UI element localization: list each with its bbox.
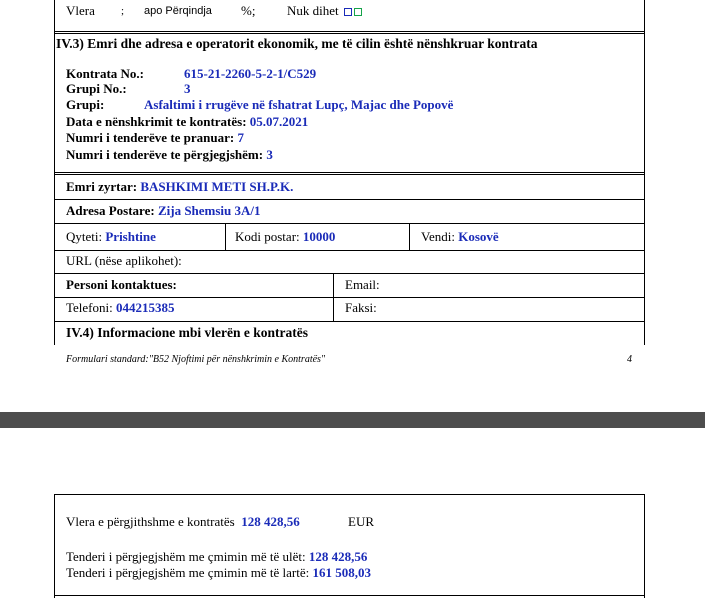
semicolon: ; xyxy=(121,5,125,17)
phone-row xyxy=(66,300,175,315)
postal-address-row xyxy=(66,203,261,218)
group-label: Grupi: xyxy=(66,97,105,112)
email-label: Email: xyxy=(345,277,380,292)
divider xyxy=(54,297,645,298)
country-row xyxy=(421,229,499,244)
total-value-row xyxy=(66,514,300,529)
divider xyxy=(54,223,645,224)
city-label: Qyteti: xyxy=(66,229,103,244)
official-name-value: BASHKIMI METI SH.P.K. xyxy=(140,179,294,194)
checkbox-icon[interactable] xyxy=(344,8,352,16)
divider xyxy=(54,33,645,34)
group-value: Asfaltimi i rrugëve në fshatrat Lupç, Majac dhe Popovë xyxy=(144,97,454,112)
lowest-price-label: Tenderi i përgjegjshëm me çmimin më të ulët: xyxy=(66,549,306,564)
country-value: Kosovë xyxy=(458,229,499,244)
section-iv4-heading: IV.4) Informacione mbi vlerën e kontratës xyxy=(66,325,308,340)
footer-form-name: Formulari standard:"B52 Njoftimi për nënshkrimin e Kontratës" xyxy=(66,354,326,365)
fax-label: Faksi: xyxy=(345,300,377,315)
tenders-received-label: Numri i tenderëve te pranuar: xyxy=(66,130,235,145)
lowest-price-value: 128 428,56 xyxy=(308,549,368,564)
total-value: 128 428,56 xyxy=(241,514,300,529)
page-separator xyxy=(0,412,705,428)
divider xyxy=(54,321,645,322)
divider xyxy=(54,199,645,200)
apo-percentage-label: apo Përqindja xyxy=(144,5,212,17)
contract-no-value: 615-21-2260-5-2-1/C529 xyxy=(184,66,317,81)
group-no-label: Grupi No.: xyxy=(66,81,127,96)
highest-price-row xyxy=(66,565,371,580)
tenders-responsive-row xyxy=(66,147,273,162)
postal-code-label: Kodi postar: xyxy=(235,229,300,244)
sign-date-row xyxy=(66,114,308,129)
tenders-received-value: 7 xyxy=(237,130,244,145)
total-value-label: Vlera e përgjithshme e kontratës xyxy=(66,514,235,529)
divider xyxy=(54,31,645,32)
tenders-responsive-label: Numri i tenderëve te përgjegjshëm: xyxy=(66,147,264,162)
percent-label: %; xyxy=(241,3,256,18)
divider xyxy=(54,273,645,274)
phone-label: Telefoni: xyxy=(66,300,113,315)
highest-price-value: 161 508,03 xyxy=(312,565,371,580)
contract-no-label: Kontrata No.: xyxy=(66,66,144,81)
frame-left-border xyxy=(54,494,55,598)
tenders-responsive-value: 3 xyxy=(266,147,273,162)
sign-date-value: 05.07.2021 xyxy=(249,114,309,129)
checkbox-icon[interactable] xyxy=(354,8,362,16)
city-value: Prishtine xyxy=(105,229,156,244)
cell-divider xyxy=(409,223,410,250)
official-name-row xyxy=(66,179,293,194)
divider xyxy=(54,494,645,495)
section-iv3-heading: IV.3) Emri dhe adresa e operatorit ekonomik, me të cilin është nënshkruar kontrata xyxy=(56,36,538,51)
postal-code-value: 10000 xyxy=(302,229,336,244)
city-row xyxy=(66,229,156,244)
divider xyxy=(54,595,645,596)
lowest-price-row xyxy=(66,549,367,564)
divider xyxy=(54,250,645,251)
postal-address-value: Zija Shemsiu 3A/1 xyxy=(157,203,261,218)
url-label: URL (nëse aplikohet): xyxy=(66,253,182,268)
official-name-label: Emri zyrtar: xyxy=(66,179,138,194)
tenders-received-row xyxy=(66,130,244,145)
phone-value: 044215385 xyxy=(116,300,175,315)
cell-divider xyxy=(225,223,226,250)
currency-label: EUR xyxy=(348,514,374,529)
contact-person-label: Personi kontaktues: xyxy=(66,277,177,292)
unknown-label: Nuk dihet xyxy=(287,3,339,18)
postal-code-row xyxy=(235,229,335,244)
document-page-2 xyxy=(0,428,705,598)
vlera-label: Vlera xyxy=(66,3,95,18)
unknown-option xyxy=(287,3,362,18)
postal-address-label: Adresa Postare: xyxy=(66,203,155,218)
highest-price-label: Tenderi i përgjegjshëm me çmimin më të lartë: xyxy=(66,565,310,580)
frame-right-border xyxy=(644,494,645,598)
divider xyxy=(54,174,645,175)
group-no-value: 3 xyxy=(184,81,191,96)
sign-date-label: Data e nënshkrimit te kontratës: xyxy=(66,114,247,129)
country-label: Vendi: xyxy=(421,229,455,244)
page-number: 4 xyxy=(627,354,632,365)
divider xyxy=(54,172,645,173)
